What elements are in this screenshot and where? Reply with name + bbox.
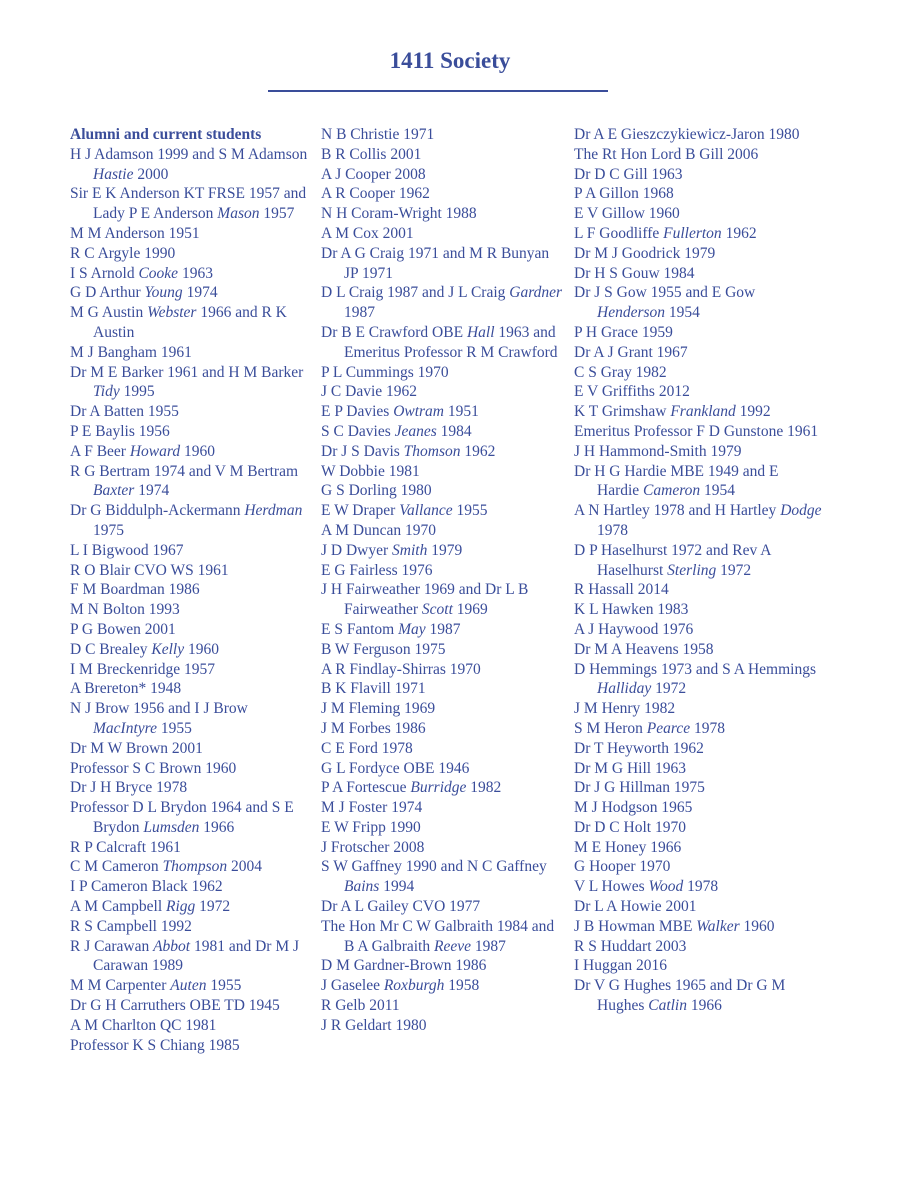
name-entry: B W Ferguson 1975 xyxy=(321,640,446,658)
name-entry: A R Findlay-Shirras 1970 xyxy=(321,660,481,678)
name-entry: M J Bangham 1961 xyxy=(70,343,192,361)
name-entry: A N Hartley 1978 and H Hartley Dodge 1978 xyxy=(574,502,822,539)
name-entry: R S Huddart 2003 xyxy=(574,937,687,955)
name-entry: B R Collis 2001 xyxy=(321,145,422,163)
name-entry: C M Cameron Thompson 2004 xyxy=(70,858,263,876)
name-entry: J C Davie 1962 xyxy=(321,383,418,401)
name-entry: R Hassall 2014 xyxy=(574,581,669,599)
name-entry: E P Davies Owtram 1951 xyxy=(321,403,479,421)
name-entry: A M Charlton QC 1981 xyxy=(70,1016,217,1034)
name-entry: M J Foster 1974 xyxy=(321,799,423,817)
name-entry: Dr A J Grant 1967 xyxy=(574,343,688,361)
name-entry: F M Boardman 1986 xyxy=(70,581,200,599)
name-entry: Dr G Biddulph-Ackermann Herdman 1975 xyxy=(70,502,303,539)
name-entry: J M Forbes 1986 xyxy=(321,719,426,737)
name-entry: I P Cameron Black 1962 xyxy=(70,878,223,896)
name-entry: Professor K S Chiang 1985 xyxy=(70,1036,240,1054)
name-entry: R S Campbell 1992 xyxy=(70,917,192,935)
name-entry: Dr A L Gailey CVO 1977 xyxy=(321,898,481,916)
name-entry: B K Flavill 1971 xyxy=(321,680,426,698)
name-entry: Sir E K Anderson KT FRSE 1957 and Lady P E Anderson Mason 1957 xyxy=(70,185,307,223)
name-entry: Dr M W Brown 2001 xyxy=(70,739,203,757)
name-entry: R C Argyle 1990 xyxy=(70,244,176,262)
name-entry: K T Grimshaw Frankland 1992 xyxy=(574,403,771,421)
name-entry: Professor D L Brydon 1964 and S E Brydon Lumsden 1966 xyxy=(70,799,294,836)
name-entry: A F Beer Howard 1960 xyxy=(70,442,215,460)
column-3 xyxy=(574,125,824,1016)
column-1 xyxy=(70,125,315,1055)
name-entry: J R Geldart 1980 xyxy=(321,1016,427,1034)
name-entry: K L Hawken 1983 xyxy=(574,601,689,619)
name-entry: M M Carpenter Auten 1955 xyxy=(70,977,242,995)
name-entry: W Dobbie 1981 xyxy=(321,462,420,480)
name-entry: J Frotscher 2008 xyxy=(321,838,425,856)
name-entry: Dr B E Crawford OBE Hall 1963 and Emeritus Professor R M Crawford xyxy=(321,323,558,361)
name-entry: A M Duncan 1970 xyxy=(321,521,436,539)
name-entry: D M Gardner-Brown 1986 xyxy=(321,957,487,975)
name-entry: A Brereton* 1948 xyxy=(70,680,182,698)
name-entry: P E Baylis 1956 xyxy=(70,422,170,440)
name-entry: Dr H G Hardie MBE 1949 and E Hardie Cameron 1954 xyxy=(574,462,779,500)
name-entry: P A Gillon 1968 xyxy=(574,185,674,203)
name-entry: J H Fairweather 1969 and Dr L B Fairweather Scott 1969 xyxy=(321,581,529,619)
name-entry: S C Davies Jeanes 1984 xyxy=(321,422,472,440)
name-entry: S M Heron Pearce 1978 xyxy=(574,719,725,737)
name-entry: C E Ford 1978 xyxy=(321,739,413,757)
name-entry: J B Howman MBE Walker 1960 xyxy=(574,917,775,935)
name-entry: Dr J S Gow 1955 and E Gow Henderson 1954 xyxy=(574,284,756,322)
name-entry: N B Christie 1971 xyxy=(321,126,435,143)
name-entry: R P Calcraft 1961 xyxy=(70,838,181,856)
name-entry: Dr A E Gieszczykiewicz-Jaron 1980 xyxy=(574,126,800,143)
name-entry: D Hemmings 1973 and S A Hemmings Halliday 1972 xyxy=(574,660,816,698)
name-entry: J M Fleming 1969 xyxy=(321,700,436,718)
name-entry: P A Fortescue Burridge 1982 xyxy=(321,779,502,797)
name-entry: M N Bolton 1993 xyxy=(70,601,180,619)
name-entry: Dr M E Barker 1961 and H M Barker Tidy 1995 xyxy=(70,363,304,401)
name-entry: D L Craig 1987 and J L Craig Gardner 1987 xyxy=(321,284,563,322)
name-entry: V L Howes Wood 1978 xyxy=(574,878,719,896)
page-title: 1411 Society xyxy=(389,48,511,73)
name-entry: R Gelb 2011 xyxy=(321,997,400,1015)
name-entry: D C Brealey Kelly 1960 xyxy=(70,640,219,658)
name-entry: R G Bertram 1974 and V M Bertram Baxter 1974 xyxy=(70,462,299,500)
name-entry: A M Campbell Rigg 1972 xyxy=(70,898,231,916)
column-2 xyxy=(321,125,566,1036)
name-entry: E W Fripp 1990 xyxy=(321,818,421,836)
name-entry: E V Griffiths 2012 xyxy=(574,383,690,401)
name-entry: E G Fairless 1976 xyxy=(321,561,433,579)
name-entry: Emeritus Professor F D Gunstone 1961 xyxy=(574,422,819,440)
name-entry: G Hooper 1970 xyxy=(574,858,671,876)
name-entry: L F Goodliffe Fullerton 1962 xyxy=(574,224,757,242)
name-entry: Dr M G Hill 1963 xyxy=(574,759,686,777)
name-entry: E W Draper Vallance 1955 xyxy=(321,502,488,520)
name-entry: A R Cooper 1962 xyxy=(321,185,430,203)
name-entry: M J Hodgson 1965 xyxy=(574,799,693,817)
name-entry: G S Dorling 1980 xyxy=(321,482,432,500)
name-entry: M G Austin Webster 1966 and R K Austin xyxy=(70,304,287,341)
name-entry: J M Henry 1982 xyxy=(574,700,676,718)
name-entry: Dr V G Hughes 1965 and Dr G M Hughes Catlin 1966 xyxy=(574,977,786,1015)
name-entry: Dr L A Howie 2001 xyxy=(574,898,697,916)
name-entry: Dr G H Carruthers OBE TD 1945 xyxy=(70,997,280,1015)
name-entry: A J Cooper 2008 xyxy=(321,165,426,183)
name-entry: Dr M A Heavens 1958 xyxy=(574,640,714,658)
name-entry: E S Fantom May 1987 xyxy=(321,620,461,638)
name-entry: P H Grace 1959 xyxy=(574,323,673,341)
name-entry: M E Honey 1966 xyxy=(574,838,682,856)
name-entry: Dr M J Goodrick 1979 xyxy=(574,244,716,262)
name-entry: G L Fordyce OBE 1946 xyxy=(321,759,470,777)
name-entry: H J Adamson 1999 and S M Adamson Hastie 2000 xyxy=(70,145,308,183)
name-entry: I M Breckenridge 1957 xyxy=(70,660,216,678)
name-entry: Dr T Heyworth 1962 xyxy=(574,739,704,757)
name-entry: R O Blair CVO WS 1961 xyxy=(70,561,229,579)
name-entry: A J Haywood 1976 xyxy=(574,620,694,638)
name-entry: The Rt Hon Lord B Gill 2006 xyxy=(574,145,759,163)
name-entry: P G Bowen 2001 xyxy=(70,620,176,638)
name-entry: R J Carawan Abbot 1981 and Dr M J Carawan 1989 xyxy=(70,937,300,975)
name-entry: Dr J S Davis Thomson 1962 xyxy=(321,442,496,460)
name-entry: Dr H S Gouw 1984 xyxy=(574,264,695,282)
name-entry: I Huggan 2016 xyxy=(574,957,667,975)
name-entry: Professor S C Brown 1960 xyxy=(70,759,237,777)
name-entry: Dr D C Holt 1970 xyxy=(574,818,686,836)
name-entry: Dr A Batten 1955 xyxy=(70,403,179,421)
name-entry: L I Bigwood 1967 xyxy=(70,541,184,559)
title-rule xyxy=(268,90,608,92)
name-entry: Dr A G Craig 1971 and M R Bunyan JP 1971 xyxy=(321,244,550,282)
name-entry: The Hon Mr C W Galbraith 1984 and B A Galbraith Reeve 1987 xyxy=(321,917,555,955)
name-entry: M M Anderson 1951 xyxy=(70,224,200,242)
name-entry: C S Gray 1982 xyxy=(574,363,667,381)
name-entry: D P Haselhurst 1972 and Rev A Haselhurst Sterling 1972 xyxy=(574,541,771,579)
section-heading: Alumni and current students xyxy=(70,126,262,143)
name-entry: P L Cummings 1970 xyxy=(321,363,449,381)
name-entry: J D Dwyer Smith 1979 xyxy=(321,541,463,559)
name-entry: Dr D C Gill 1963 xyxy=(574,165,683,183)
name-entry: N J Brow 1956 and I J Brow MacIntyre 1955 xyxy=(70,700,248,737)
name-entry: Dr J G Hillman 1975 xyxy=(574,779,705,797)
name-entry: N H Coram-Wright 1988 xyxy=(321,205,477,223)
name-entry: G D Arthur Young 1974 xyxy=(70,284,218,302)
name-entry: A M Cox 2001 xyxy=(321,224,414,242)
name-entry: E V Gillow 1960 xyxy=(574,205,680,223)
name-entry: S W Gaffney 1990 and N C Gaffney Bains 1994 xyxy=(321,858,547,896)
name-entry: I S Arnold Cooke 1963 xyxy=(70,264,213,282)
name-entry: Dr J H Bryce 1978 xyxy=(70,779,188,797)
name-entry: J H Hammond-Smith 1979 xyxy=(574,442,742,460)
name-entry: J Gaselee Roxburgh 1958 xyxy=(321,977,480,995)
